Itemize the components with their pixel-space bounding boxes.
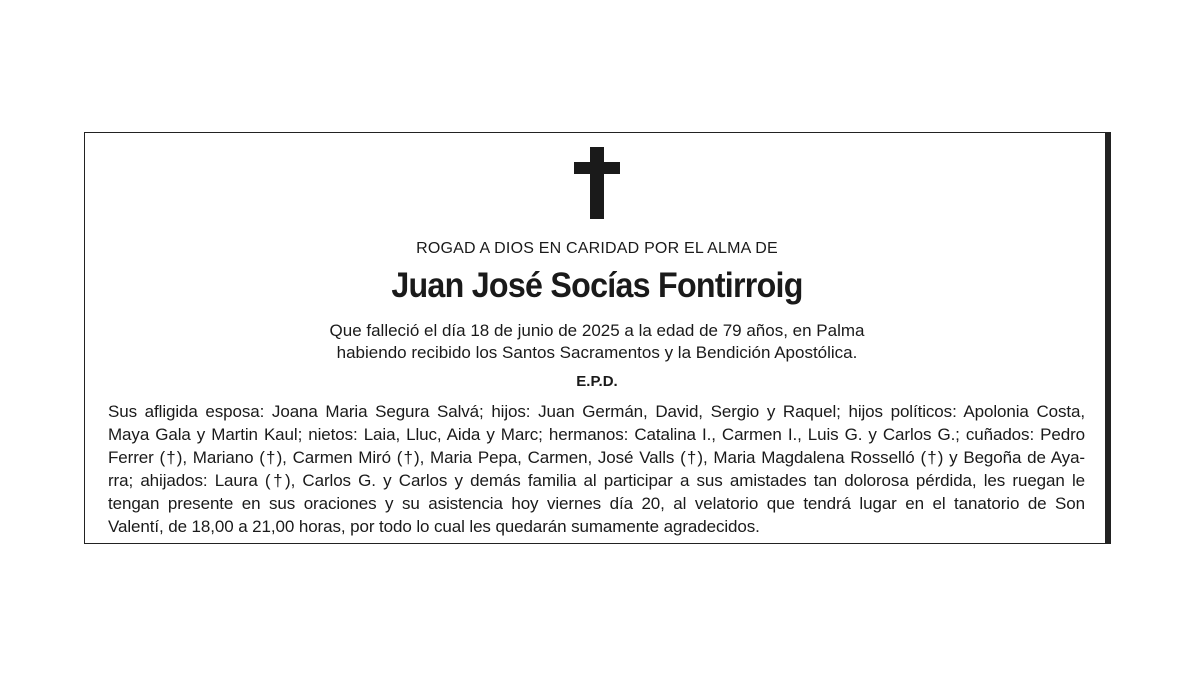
family-message-line: Ferrer (†), Mariano (†), Carmen Miró (†), Maria Pepa, Carmen, José Valls (†), Maria Magdalena Rosselló (†) y Begoña de Aya- — [108, 448, 1085, 467]
family-message-line: Valentí, de 18,00 a 21,00 horas, por todo lo cual les quedarán sumamente agradecidos. — [108, 517, 760, 536]
death-details-line-1: Que falleció el día 18 de junio de 2025 a la edad de 79 años, en Palma — [329, 321, 865, 340]
family-message-line: rra; ahijados: Laura (†), Carlos G. y Carlos y demás familia al participar a sus amistades tan dolorosa pérdida, les ruegan le — [108, 471, 1085, 490]
epd-abbreviation: E.P.D. — [576, 373, 618, 390]
death-details-line-2: habiendo recibido los Santos Sacramentos y la Bendición Apostólica. — [336, 343, 858, 362]
cross-horizontal-bar — [574, 162, 620, 174]
family-message-line: Maya Gala y Martin Kaul; nietos: Laia, Lluc, Aida y Marc; hermanos: Catalina I., Carmen I., Luis G. y Carlos G.; cuñados: Pedro — [108, 425, 1085, 444]
family-message-line: tengan presente en sus oraciones y su asistencia hoy viernes día 20, al velatorio que tendrá lugar en el tanatorio de Son — [108, 494, 1085, 513]
family-message-line: Sus afligida esposa: Joana Maria Segura Salvá; hijos: Juan Germán, David, Sergio y Raquel; hijos políticos: Apolonia Costa, — [108, 402, 1085, 421]
latin-cross-icon — [574, 147, 620, 219]
deceased-name: Juan José Socías Fontirroig — [391, 266, 803, 305]
family-message — [108, 400, 1085, 538]
prayer-prelude: ROGAD A DIOS EN CARIDAD POR EL ALMA DE — [416, 240, 778, 257]
cross-vertical-bar — [590, 147, 604, 219]
death-details — [84, 320, 1110, 364]
